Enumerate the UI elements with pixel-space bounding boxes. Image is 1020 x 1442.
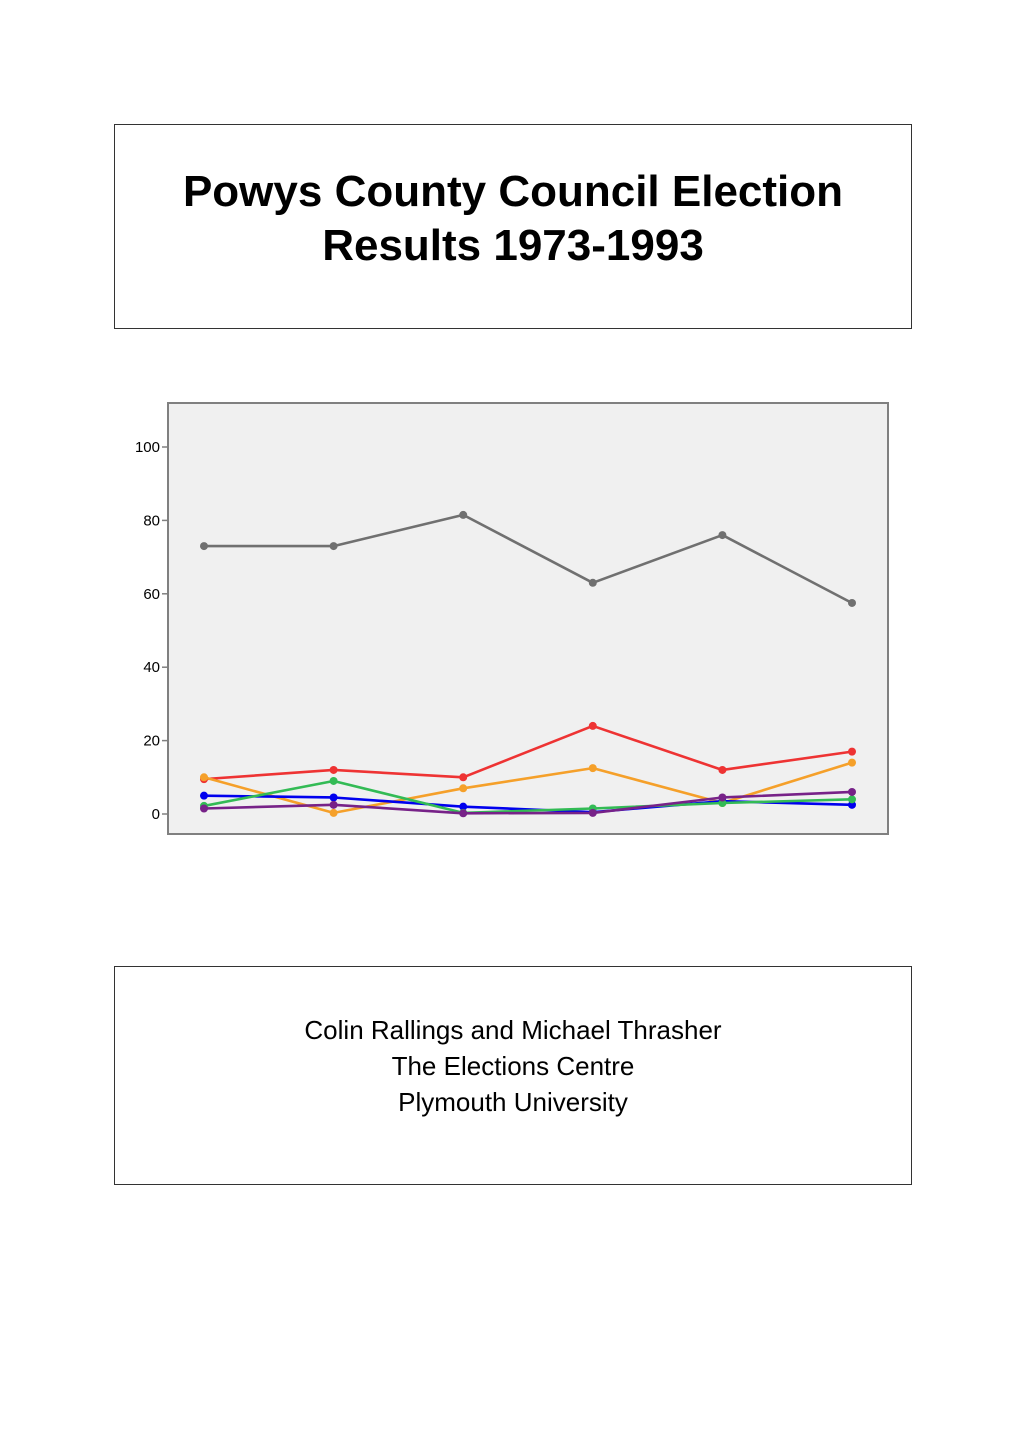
credit-university: Plymouth University (398, 1087, 628, 1117)
series-3-point-3 (459, 784, 467, 792)
series-3-point-6 (848, 759, 856, 767)
series-2-point-2 (330, 766, 338, 774)
title-box (114, 124, 912, 329)
series-1-point-1 (200, 542, 208, 550)
series-1-point-3 (459, 511, 467, 519)
series-3-point-4 (589, 764, 597, 772)
series-1-point-2 (330, 542, 338, 550)
series-1-point-6 (848, 599, 856, 607)
line-chart (110, 390, 910, 850)
series-2-point-4 (589, 722, 597, 730)
series-2-point-6 (848, 748, 856, 756)
series-6-point-2 (330, 801, 338, 809)
chart-svg (110, 390, 910, 850)
series-4-point-1 (200, 792, 208, 800)
credit-centre: The Elections Centre (391, 1051, 635, 1081)
series-1-point-5 (718, 531, 726, 539)
y-tick-label-80: 80 (143, 512, 160, 530)
credit-authors: Colin Rallings and Michael Thrasher (304, 1015, 722, 1045)
series-6-point-6 (848, 788, 856, 796)
series-5-point-2 (330, 777, 338, 785)
series-6-point-3 (459, 809, 467, 817)
credits-box (114, 966, 912, 1185)
plot-area (168, 403, 888, 834)
series-6-point-1 (200, 804, 208, 812)
title-line-2: Results 1973-1993 (322, 221, 704, 270)
y-tick-label-100: 100 (134, 439, 160, 456)
series-5-point-6 (848, 795, 856, 803)
y-tick-label-60: 60 (143, 585, 160, 603)
y-tick-label-20: 20 (143, 732, 160, 750)
series-4-point-2 (330, 793, 338, 801)
series-2-point-3 (459, 773, 467, 781)
y-tick-label-40: 40 (143, 659, 160, 677)
series-2-point-5 (718, 766, 726, 774)
series-3-point-1 (200, 773, 208, 781)
series-6-point-5 (718, 793, 726, 801)
title-line-1: Powys County Council Election (182, 167, 844, 216)
series-6-point-4 (589, 809, 597, 817)
series-1-point-4 (589, 579, 597, 587)
series-3-point-2 (330, 809, 338, 817)
y-tick-label-0: 0 (151, 806, 160, 823)
